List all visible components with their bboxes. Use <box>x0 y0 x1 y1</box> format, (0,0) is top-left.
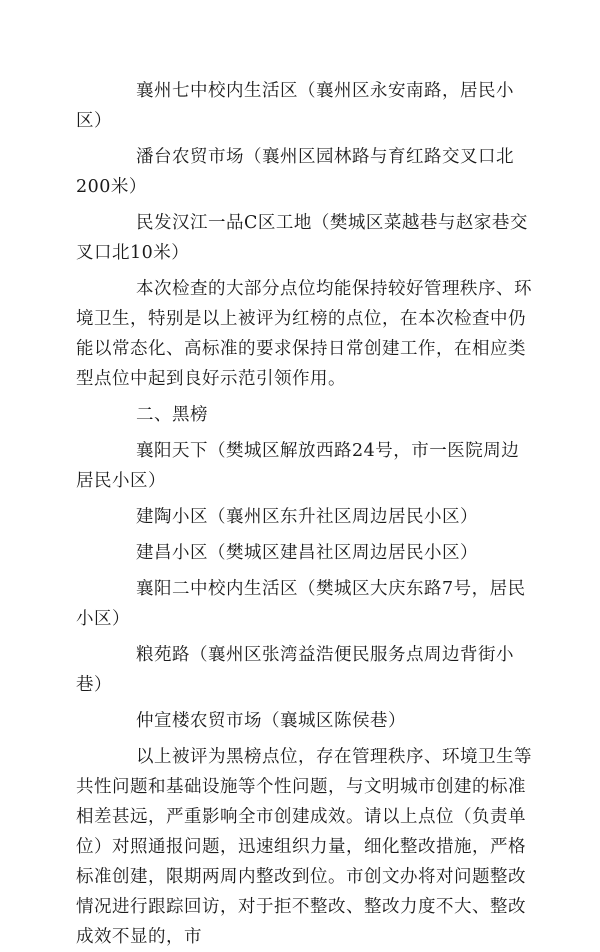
red-list-item: 襄州七中校内生活区（襄州区永安南路，居民小区） <box>76 81 514 131</box>
black-list-item: 建昌小区（樊城区建昌社区周边居民小区） <box>136 543 478 563</box>
black-list-summary: 以上被评为黑榜点位，存在管理秩序、环境卫生等共性问题和基础设施等个性问题，与文明城市创建的标准相差甚远，严重影响全市创建成效。请以上点位（负责单位）对照通报问题，迅速组织力量，细化整改措施，严格标准创建，限期两周内整改到位。市创文办将对问题整改情况进行跟踪回访，对于拒不整改、整改力度不大、整改成效不显的，市 <box>76 747 532 947</box>
red-list-item: 民发汉江一品C区工地（樊城区菜越巷与赵家巷交叉口北10米） <box>76 213 528 263</box>
red-list-summary: 本次检查的大部分点位均能保持较好管理秩序、环境卫生，特别是以上被评为红榜的点位，在本次检查中仍能以常态化、高标准的要求保持日常创建工作，在相应类型点位中起到良好示范引领作用。 <box>76 279 532 389</box>
black-list-item: 粮苑路（襄州区张湾益浩便民服务点周边背街小巷） <box>76 645 514 695</box>
section-heading-black-list: 二、黑榜 <box>136 405 208 425</box>
red-list-item: 潘台农贸市场（襄州区园林路与育红路交叉口北200米） <box>76 147 514 197</box>
black-list-item: 仲宣楼农贸市场（襄城区陈侯巷） <box>136 711 406 731</box>
black-list-item: 襄阳二中校内生活区（樊城区大庆东路7号，居民小区） <box>76 579 526 629</box>
black-list-item: 襄阳天下（樊城区解放西路24号，市一医院周边居民小区） <box>76 441 520 491</box>
black-list-item: 建陶小区（襄州区东升社区周边居民小区） <box>136 507 478 527</box>
